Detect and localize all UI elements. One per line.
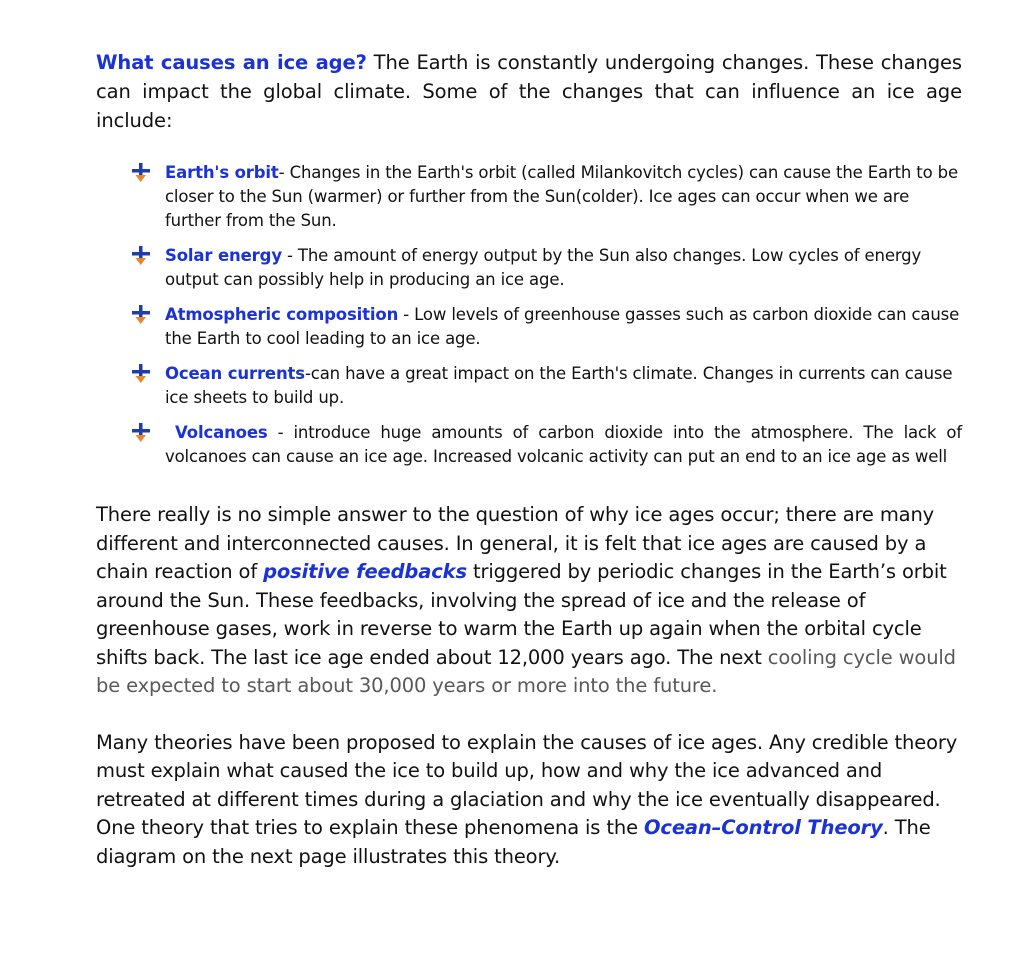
list-item-title: Ocean currents — [165, 364, 305, 383]
intro-paragraph — [96, 48, 962, 135]
list-item-ocean-currents — [130, 362, 962, 410]
explanation-text-middle: triggered by periodic changes in the Earth’s orbit around the Sun. These feedbacks, involving the spread of ice and the release of greenhouse gases, work in reverse to warm the Earth up again when the orbital cycle shifts back. The last ice age ended about 12,000 years ago. The next — [96, 560, 947, 669]
causes-list — [96, 161, 962, 469]
list-item-text: - introduce huge amounts of carbon dioxide into the atmosphere. The lack of volcanoes can cause an ice age. Increased volcanic activity can put an end to an ice age as well — [165, 423, 962, 466]
arrow-down-plus-icon — [130, 162, 152, 184]
arrow-down-plus-icon — [130, 363, 152, 385]
explanation-text-start: There really is no simple answer to the question of why ice ages occur; there are many different and interconnected causes. In general, it is felt that ice ages are caused by a chain reaction of — [96, 503, 935, 583]
list-item-text: - Changes in the Earth's orbit (called Milankovitch cycles) can cause the Earth to be closer to the Sun (warmer) or further from the Sun(colder). Ice ages can occur when we are further from the Sun. — [165, 163, 958, 230]
list-item-title: Earth's orbit — [165, 163, 279, 182]
positive-feedbacks-term: positive feedbacks — [263, 560, 467, 583]
list-item-earths-orbit — [130, 161, 962, 233]
theories-text-end: . The diagram on the next page illustrates this theory. — [96, 816, 931, 868]
list-item-text: - Low levels of greenhouse gasses such as carbon dioxide can cause the Earth to cool leading to an ice age. — [165, 305, 960, 348]
theories-paragraph — [96, 729, 962, 872]
cooling-cycle-text: cooling cycle would be expected to start about 30,000 years or more into the future. — [96, 645, 956, 697]
arrow-down-plus-icon — [130, 245, 152, 267]
list-item-title: Volcanoes — [175, 423, 268, 442]
arrow-down-plus-icon — [130, 422, 152, 444]
list-item-text: -can have a great impact on the Earth's climate. Changes in currents can cause ice sheets to build up. — [165, 364, 953, 407]
list-item-text: - The amount of energy output by the Sun also changes. Low cycles of energy output can possibly help in producing an ice age. — [165, 246, 922, 289]
explanation-paragraph — [96, 501, 962, 701]
list-item-title: Atmospheric composition — [165, 305, 399, 324]
intro-heading: What causes an ice age? — [96, 51, 367, 74]
intro-text: The Earth is constantly undergoing changes. These changes can impact the global climate. Some of the changes that can influence an ice age include: — [96, 51, 962, 132]
arrow-down-plus-icon — [130, 304, 152, 326]
theories-text-start: Many theories have been proposed to explain the causes of ice ages. Any credible theory must explain what caused the ice to build up, how and why the ice advanced and retreated at different times during a glaciation and why the ice eventually disappeared. One theory that tries to explain these phenomena is the — [96, 730, 958, 839]
document-page — [96, 48, 962, 871]
list-item-atmospheric-composition — [130, 303, 962, 351]
list-item-title: Solar energy — [165, 246, 282, 265]
ocean-control-theory-term: Ocean–Control Theory — [643, 816, 883, 839]
list-item-solar-energy — [130, 244, 962, 292]
list-item-volcanoes — [130, 421, 962, 469]
